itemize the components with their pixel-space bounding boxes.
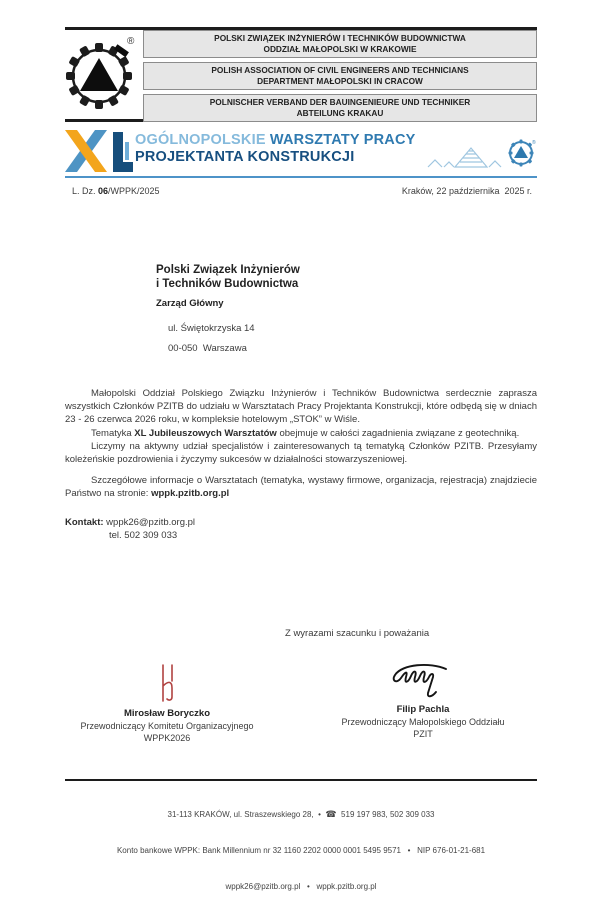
- paragraph-info: [65, 474, 537, 500]
- org-pl-line2: ODDZIAŁ MAŁOPOLSKI W KRAKOWIE: [263, 44, 417, 54]
- signer-name: Mirosław Boryczko: [123, 708, 211, 719]
- contact-block: [65, 516, 537, 542]
- reference-post: /WPPK/2025: [108, 186, 160, 196]
- signer-role: Przewodniczący Małopolskiego Oddziału: [341, 717, 505, 727]
- reference-pre: L. Dz.: [72, 186, 99, 196]
- footer-web-line: wppk26@pzitb.org.pl • wppk.pzitb.org.pl: [225, 882, 377, 891]
- signer-role: Przewodniczący Komitetu Organizacyjnego: [80, 721, 254, 731]
- recipient-city: 00-050 Warszawa: [168, 343, 247, 354]
- signature-cursive-black: [318, 658, 528, 704]
- banner-title-line2: PROJEKTANTA KONSTRUKCJI: [135, 149, 355, 165]
- p4-website: wppk.pzitb.org.pl: [151, 488, 230, 500]
- signer-name: Filip Pachla: [396, 704, 450, 715]
- org-de-line2: ABTEILUNG KRAKAU: [296, 108, 384, 118]
- footer: [65, 784, 537, 917]
- org-pl-line1: POLSKI ZWIĄZEK INŻYNIERÓW I TECHNIKÓW BUDOWNICTWA: [214, 33, 466, 43]
- recipient-address: [156, 263, 300, 354]
- registered-mark: ®: [127, 36, 135, 47]
- contact-label: Kontakt:: [65, 516, 104, 528]
- org-en-line1: POLISH ASSOCIATION OF CIVIL ENGINEERS AND TECHNICIANS: [211, 65, 469, 75]
- paragraph-invitation: Małopolski Oddział Polskiego Związku Inżynierów i Techników Budownictwa serdecznie zaprasza wszystkich Członków PZITB do udziału w Warsztatach Pracy Projektanta Konstrukcji, które odbędą się w dniach 23 - 26 czerwca 2026 roku, w kompleksie hotelowym „STOK” w Wiśle.: [65, 388, 537, 426]
- reference-line: [72, 186, 532, 196]
- org-box-german: [143, 94, 537, 122]
- signature-block-left: [62, 662, 272, 744]
- letterhead-org-boxes: [143, 30, 537, 122]
- footer-address: 31-113 KRAKÓW, ul. Straszewskiego 28, •: [167, 810, 326, 819]
- handwritten-initial-icon: [150, 662, 184, 708]
- recipient-unit: Zarząd Główny: [156, 298, 224, 309]
- phone-icon: ☎: [325, 809, 337, 819]
- reference-number: [72, 186, 160, 196]
- contact-phone: tel. 502 309 033: [109, 529, 178, 541]
- org-de-line1: POLNISCHER VERBAND DER BAUINGENIEURE UND TECHNIKER: [209, 97, 471, 107]
- signer-org: PZIT: [413, 729, 433, 739]
- signature-block-right: [318, 658, 528, 740]
- footer-bank-line: Konto bankowe WPPK: Bank Millennium nr 32 1160 2202 0000 0001 5495 9571 • NIP 676-01-21-681: [116, 846, 486, 855]
- gear-icon: [65, 30, 143, 116]
- footer-rule: [65, 779, 537, 781]
- svg-text:®: ®: [532, 140, 536, 146]
- recipient-name-line2: i Techników Budownictwa: [156, 278, 299, 290]
- closing-phrase: Z wyrazami szacunku i poważania: [285, 628, 430, 639]
- wppk-banner: [65, 130, 537, 176]
- footer-phones: 519 197 983, 502 309 033: [336, 810, 435, 819]
- banner-title-light: OGÓLNOPOLSKIE: [135, 132, 270, 148]
- recipient-street: ul. Świętokrzyska 14: [168, 323, 255, 334]
- banner-rule: [65, 176, 537, 178]
- xl-logo-icon: [65, 130, 133, 174]
- contact-line: [65, 516, 537, 529]
- p2-pre: Tematyka: [91, 427, 135, 439]
- banner-title: [135, 132, 416, 166]
- letter-date: Kraków, 22 października 2025 r.: [401, 186, 532, 196]
- signer-org: WPPK2026: [143, 733, 191, 743]
- org-box-polish: [143, 30, 537, 58]
- pzitb-gear-logo: [65, 30, 143, 122]
- org-box-english: [143, 62, 537, 90]
- p2-post: obejmuje w całości zagadnienia związane z geotechniką.: [276, 427, 520, 439]
- p2-bold: XL Jubileuszowych Warsztatów: [134, 427, 277, 439]
- footer-address-line: [65, 808, 537, 821]
- recipient-name-line1: Polski Związek Inżynierów: [156, 264, 300, 276]
- org-en-line2: DEPARTMENT MAŁOPOLSKI IN CRACOW: [257, 76, 423, 86]
- p4-pre: Szczegółowe informacje o Warsztatach (tematyka, wystawy firmowe, organizacja, rejestracja) znajdziecie Państwo na stronie:: [65, 475, 537, 500]
- reference-bold-number: 06: [98, 186, 109, 196]
- paragraph-greetings: Liczymy na aktywny udział specjalistów i zainteresowanych tą tematyką Członków PZITB. Przesyłamy koleżeńskie pozdrowienia i życzymy sukcesów w działalności stowarzyszeniowej.: [65, 440, 537, 466]
- mountain-skyline-icon: [427, 142, 505, 170]
- signature-initial-red: [62, 662, 272, 708]
- handwritten-signature-icon: [380, 660, 466, 704]
- pzitb-badge-icon: [507, 138, 537, 168]
- banner-title-mid: WARSZTATY PRACY: [269, 132, 416, 148]
- contact-email: wppk26@pzitb.org.pl: [103, 516, 196, 528]
- paragraph-theme: [65, 427, 537, 440]
- letterhead: [65, 30, 537, 122]
- letter-body: [65, 387, 537, 542]
